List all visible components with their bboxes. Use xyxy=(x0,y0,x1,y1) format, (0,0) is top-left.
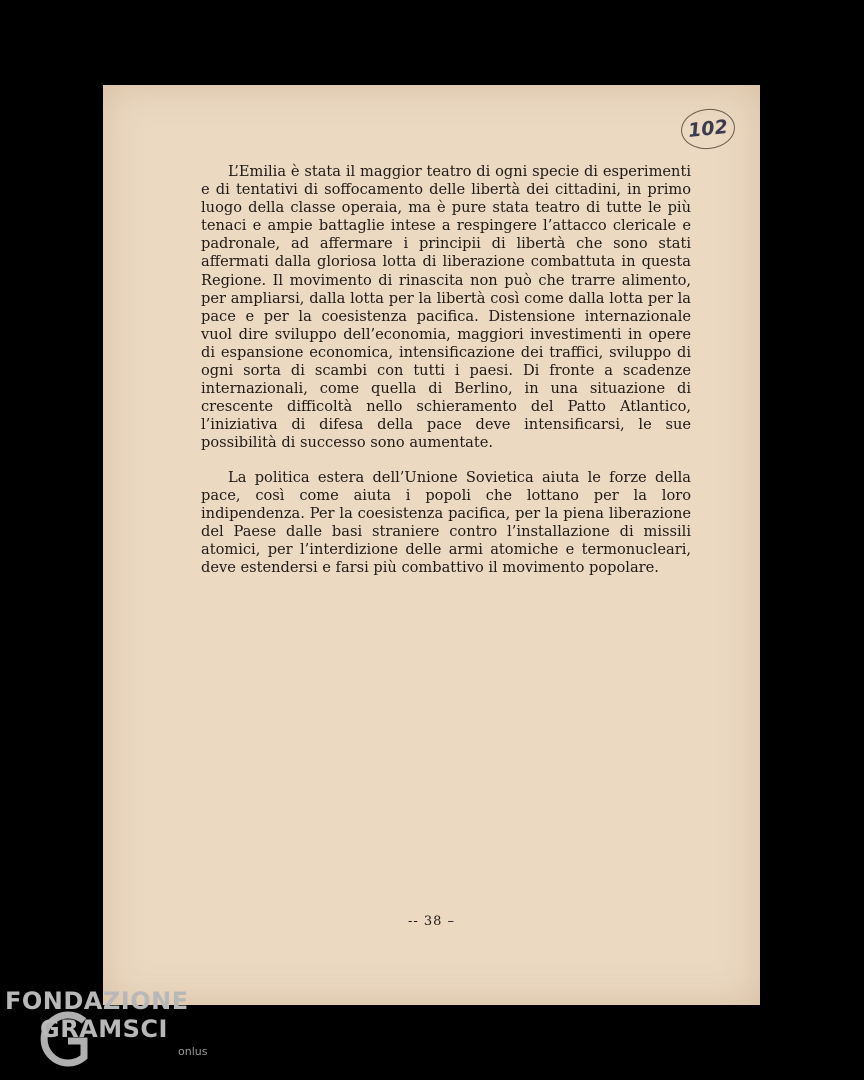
watermark-logo xyxy=(0,985,220,1080)
page-number: -- 38 – xyxy=(407,914,456,929)
watermark-line2: GRAMSCI xyxy=(40,1015,168,1043)
body-text xyxy=(201,163,691,593)
folio-annotation: 102 xyxy=(679,106,737,151)
watermark-line1: FONDAZIONE xyxy=(5,987,189,1015)
paragraph-1: L’Emilia è stata il maggior teatro di ogni specie di esperimenti e di tentativi di soffocamento delle libertà dei cittadini, in primo luogo della classe operaia, ma è pure stata teatro di tutte le più tenaci e ampie battaglie intese a respingere l’attacco clericale e padronale, ad affermare i principii di libertà che sono stati affermati dalla gloriosa lotta di liberazione combattuta in questa Regione. Il movimento di rinascita non può che trarre alimento, per ampliarsi, dalla lotta per la libertà così come dalla lotta per la pace e per la coesistenza pacifica. Distensione internazionale vuol dire sviluppo dell’economia, maggiori investimenti in opere di espansione economica, intensificazione dei traffici, sviluppo di ogni sorta di scambi con tutti i paesi. Di fronte a scadenze internazionali, come quella di Berlino, in una situazione di crescente difficoltà nello schieramento del Patto Atlantico, l’iniziativa di difesa della pace deve intensificarsi, le sue possibilità di successo sono aumentate. xyxy=(201,163,691,452)
paragraph-2: La politica estera dell’Unione Sovietica aiuta le forze della pace, così come aiuta i popoli che lottano per la loro indipendenza. Per la coesistenza pacifica, per la piena liberazione del Paese dalle basi straniere contro l’installazione di missili atomici, per l’interdizione delle armi atomiche e termonucleari, deve estendersi e farsi più combattivo il movimento popolare. xyxy=(201,468,691,576)
watermark-line3: onlus xyxy=(178,1045,208,1058)
document-page xyxy=(103,85,760,1005)
